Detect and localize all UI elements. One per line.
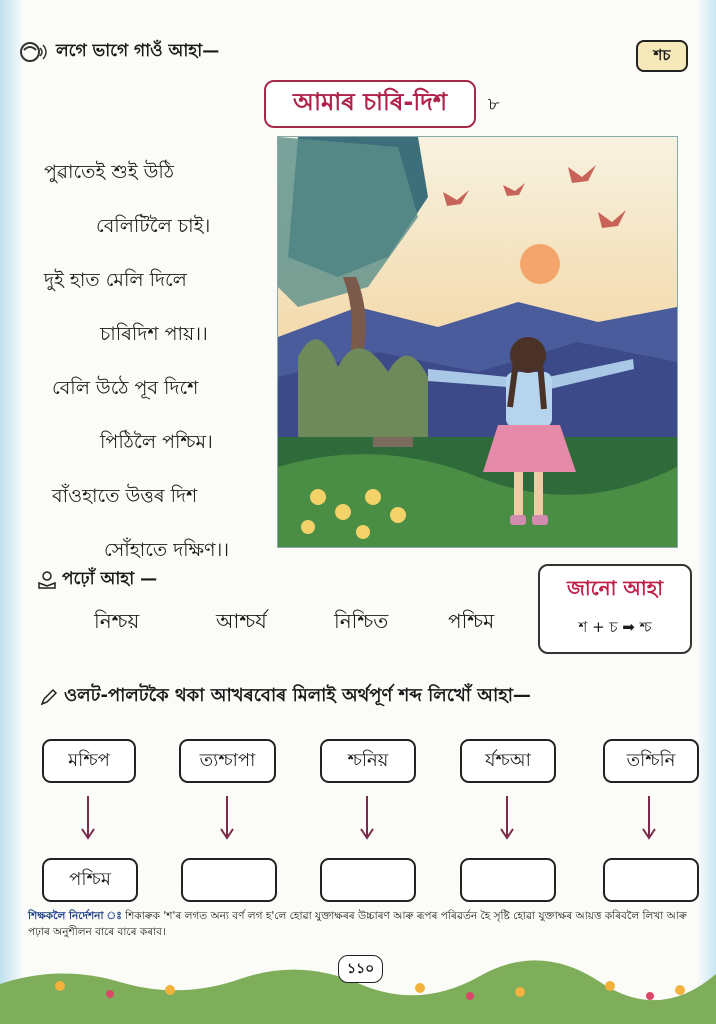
read-word: পশ্চিম [448,609,495,633]
scrambled-word-box: মশ্চিপ [42,739,136,783]
illustration-girl-sunrise [277,136,678,548]
page-edge-right [698,0,716,1024]
section-subtitle [18,38,219,66]
teacher-note-text: শিকাৰুক 'শ'ৰ লগত অন্য বৰ্ণ লগ হ'লে হোৱা যুক্তাক্ষৰৰ উচ্চাৰণ আৰু ৰূপৰ পৰিৱৰ্তন হৈ সৃষ্টি হোৱা যুক্তাক্ষৰ আয়ত্ত কৰিবলৈ লিখা আৰু পঢ়াৰ অনুশীলন বাৰে বাৰে কৰাব। [28,910,687,938]
singing-icon [18,40,50,64]
down-arrow-icon [500,796,514,840]
down-arrow-icon [81,796,95,840]
exercise-instruction-text: ওলট-পালটকৈ থকা আখৰবোৰ মিলাই অৰ্থপূৰ্ণ শব্দ লিখোঁ আহা— [64,685,531,706]
scrambled-word-box: ত্যশ্চাপা [179,739,276,783]
scrambled-word-box: তশ্চিনি [603,739,699,783]
read-word: নিশ্চয় [94,609,140,633]
answer-box[interactable]: পশ্চিম [42,858,138,902]
know-box-title: জানো আহা [566,576,664,600]
book-reading-icon [38,571,56,589]
poem-line: পিঠিলৈ পশ্চিম। [100,431,213,453]
read-word: নিশ্চিত [334,609,389,633]
scrambled-word-box: ৰ্যশ্চআ [460,739,556,783]
down-arrow-icon [220,796,234,840]
down-arrow-icon [642,796,656,840]
know-box [538,564,692,654]
answer-box[interactable] [320,858,416,902]
page-number: ১১০ [338,955,383,983]
teacher-note-label: শিক্ষকলৈ নিৰ্দেশনা ঃ [28,910,122,922]
title-mark: ৮ [488,94,500,115]
sun-icon [520,244,560,284]
read-section-label: পঢ়োঁ আহা — [62,569,158,589]
read-word: আশ্চৰ্য [216,609,267,633]
pencil-icon [40,688,58,706]
subtitle-text: লগে ভাগে গাওঁ আহা— [56,41,220,61]
poem-line: সোঁহাতে দক্ষিণ।। [104,539,230,561]
page-badge: শচ [636,40,688,72]
know-box-formula: শ + চ ➡ শ্চ [578,618,652,636]
read-section-title [38,566,157,594]
answer-box[interactable] [603,858,699,902]
scrambled-word-box: শ্চনিয় [320,739,416,783]
poem-line: বেলিটিলৈ চাই। [96,215,211,237]
exercise-instruction [40,681,531,712]
page-title: আমাৰ চাৰি-দিশ [264,80,476,128]
page-edge-left [0,0,22,1024]
poem-line: বাঁওহাতে উত্তৰ দিশ [52,485,198,507]
answer-box[interactable] [460,858,556,902]
down-arrow-icon [360,796,374,840]
poem-line: দুই হাত মেলি দিলে [44,269,187,291]
poem-line: পুৱাতেই শুই উঠি [44,161,175,183]
answer-box[interactable] [181,858,277,902]
poem-line: বেলি উঠে পূব দিশে [52,377,199,399]
poem-line: চাৰিদিশ পায়।। [100,323,208,345]
